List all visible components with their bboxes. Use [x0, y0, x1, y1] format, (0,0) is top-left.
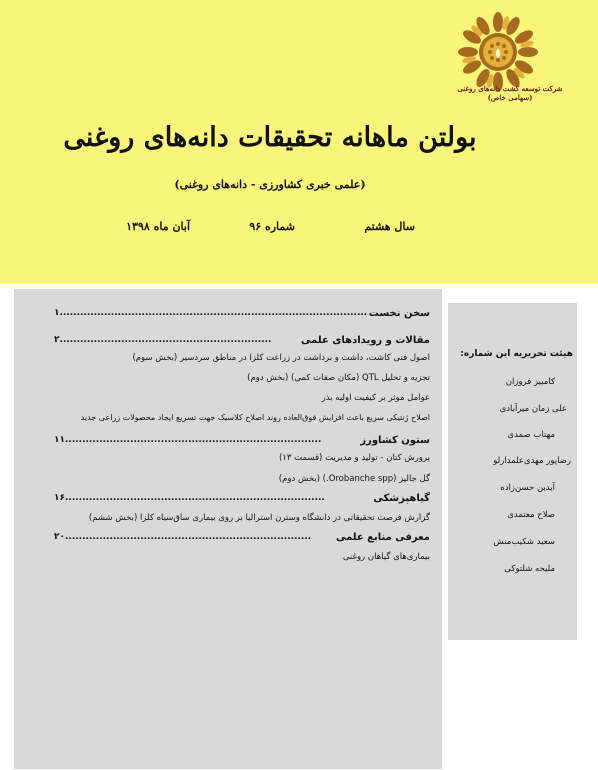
- toc-section-intro[interactable]: سخن نخست ۱..........................................................................................: [54, 308, 430, 319]
- issue-year: سال هشتم: [364, 220, 415, 233]
- toc-section-plant-protection[interactable]: گیاهپزشکی ۱۶............................................................................: [54, 493, 430, 504]
- toc-page-number: ۱۱: [54, 435, 65, 445]
- editorial-board-heading: هیئت تحریریه این شماره:: [460, 349, 573, 359]
- header-banner: [0, 0, 598, 283]
- company-name: شرکت توسعه کشت دانه‌های روغنی (سهامی خاص): [457, 84, 563, 102]
- editor-name: رضاپور مهدی‌علمدارلو: [493, 456, 571, 466]
- toc-section-references[interactable]: معرفی منابع علمی ۲۰........................................................................: [54, 532, 430, 543]
- toc-page-number: ۲: [54, 335, 60, 345]
- toc-item[interactable]: گزارش فرصت تحقیقاتی در دانشگاه وسترن استرالیا بر روی بیماری ساق‌سیاه کلزا (بخش ششم): [88, 513, 430, 523]
- issue-date: آبان ماه ۱۳۹۸: [126, 220, 190, 233]
- toc-item[interactable]: پرورش کتان - تولید و مدیریت (قسمت ۱۳): [278, 453, 430, 463]
- editor-name: کامبیز فروزان: [505, 377, 555, 387]
- editorial-board: [448, 303, 577, 640]
- toc-item[interactable]: اصول فنی کاشت، داشت و برداشت در زراعت کلزا در مناطق سردسیر (بخش سوم): [132, 353, 430, 363]
- bulletin-title: بولتن ماهانه تحقیقات دانه‌های روغنی: [63, 122, 477, 153]
- editor-name: علی زمان میرآبادی: [499, 404, 567, 414]
- toc-item[interactable]: عوامل موثر بر کیفیت اولیه بذر: [321, 393, 430, 403]
- editor-name: آیدین حسن‌زاده: [500, 483, 555, 493]
- issue-info: [120, 220, 415, 240]
- toc-item[interactable]: گل جالیز (Orobanche spp.) (بخش دوم): [278, 474, 430, 484]
- toc-page-number: ۱۶: [54, 493, 65, 503]
- issue-number: شماره ۹۶: [249, 220, 295, 233]
- editor-name: صلاح معتمدی: [507, 510, 555, 520]
- bulletin-subtitle: (علمی خبری کشاورزی - دانه‌های روغنی): [174, 178, 366, 191]
- toc-page-number: ۲۰: [54, 532, 65, 542]
- toc-item[interactable]: اصلاح ژنتیکی سریع باعث افزایش فوق‌العاده روند اصلاح کلاسیک جهت تسریع ایجاد محصولات زراعی جدید: [80, 413, 430, 422]
- toc-item[interactable]: بیماری‌های گیاهان روغنی: [342, 552, 430, 562]
- sunflower-logo-icon: [458, 12, 538, 92]
- toc-section-articles[interactable]: مقالات و رویدادهای علمی ۲..............................................................: [54, 335, 430, 346]
- toc-section-farmer[interactable]: ستون کشاورز ۱۱...........................................................................: [54, 435, 430, 446]
- table-of-contents: [14, 289, 442, 769]
- editor-name: ملیحه شلتوکی: [504, 564, 555, 574]
- editor-name: مهتاب صمدی: [507, 430, 555, 440]
- editor-name: سعید شکیب‌منش: [493, 537, 555, 547]
- toc-page-number: ۱: [54, 308, 60, 318]
- toc-item[interactable]: تجزیه و تحلیل QTL (مکان صفات کمی) (بخش دوم): [247, 373, 430, 383]
